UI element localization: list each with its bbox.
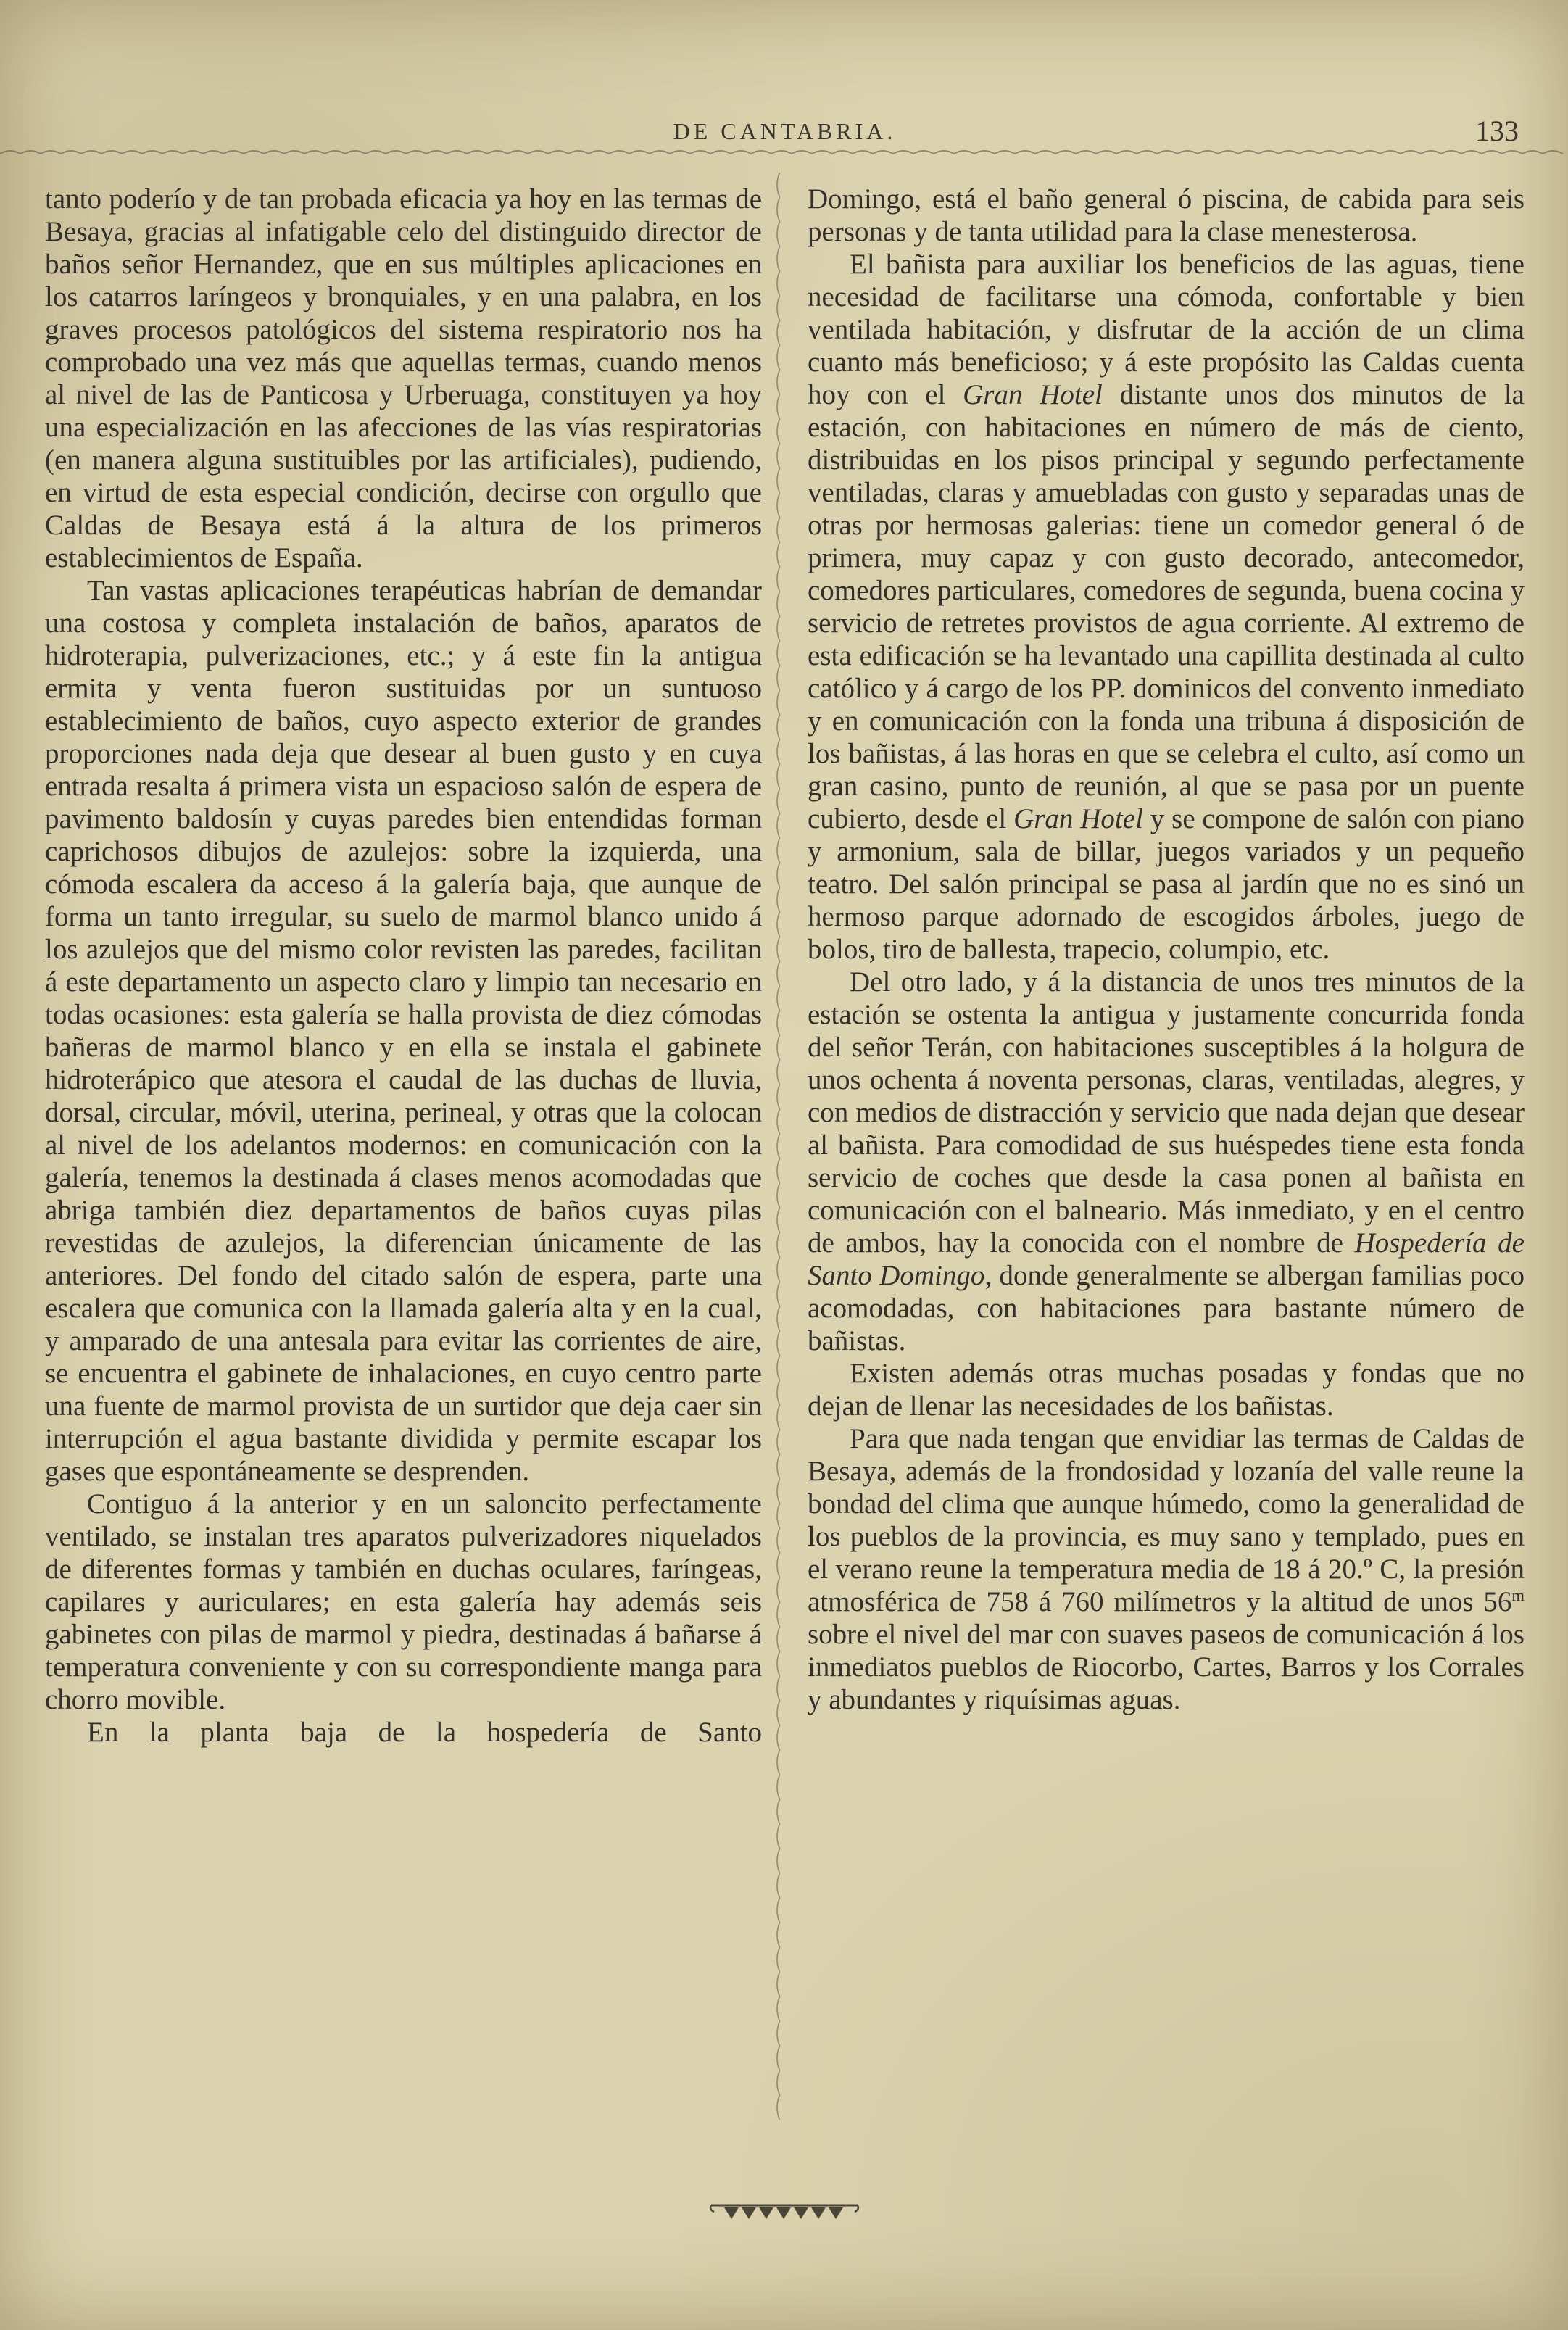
left-column	[45, 183, 762, 1749]
column-divider-icon	[776, 173, 786, 2123]
page-header	[45, 109, 1525, 145]
right-column	[808, 183, 1525, 1716]
paragraph: Del otro lado, y á la distancia de unos tres minutos de la estación se ostenta la antigua y justamente concurrida fonda del señor Terán, con habitaciones susceptibles á la holgura de unos ochenta á noventa personas, claras, ventiladas, alegres, y con medios de distracción y servicio que nada dejan que desear al bañista. Para comodidad de sus huéspedes tiene esta fonda servicio de coches que desde la casa ponen al bañista en comunicación con el balneario. Más inmediato, y en el centro de ambos, hay la conocida con el nombre de Hospedería de Santo Domingo, donde generalmente se albergan familias poco acomodadas, con habitaciones para bastante número de bañistas.	[808, 966, 1525, 1356]
paragraph: El bañista para auxiliar los beneficios de las aguas, tiene necesidad de facilitarse una cómoda, confortable y bien ventilada habitación, y disfrutar de la acción de un clima cuanto más beneficioso; y á este propósito las Caldas cuenta hoy con el Gran Hotel distante unos dos minutos de la estación, con habitaciones en número de más de ciento, distribuidas en los pisos principal y segundo perfectamente ventiladas, claras y amuebladas con gusto y separadas unas de otras por hermosas galerias: tiene un comedor general ó de primera, muy capaz y con gusto decorado, antecomedor, comedores particulares, comedores de segunda, buena cocina y servicio de retretes provistos de agua corriente. Al extremo de esta edificación se ha levantado una capillita destinada al culto católico y á cargo de los PP. dominicos del convento inmediato y en comunicación con la fonda una tribuna á disposición de los bañistas, á las horas en que se celebra el culto, así como un gran casino, punto de reunión, al que se pasa por un puente cubierto, desde el Gran Hotel y se compone de salón con piano y armonium, sala de billar, juegos variados y un pequeño teatro. Del salón principal se pasa al jardín que no es sinó un hermoso parque adornado de escogidos árboles, juego de bolos, tiro de ballesta, trapecio, columpio, etc.	[808, 249, 1525, 965]
paragraph: En la planta baja de la hospedería de Santo	[87, 1717, 762, 1748]
header-rule-icon	[0, 149, 1568, 161]
paragraph: Domingo, está el baño general ó piscina, de cabida para seis personas y de tanta utilidad para la clase menesterosa.	[808, 183, 1525, 247]
page-number: 133	[1475, 115, 1519, 147]
paragraph: tanto poderío y de tan probada eficacia ya hoy en las termas de Besaya, gracias al infatigable celo del distinguido director de baños señor Hernandez, que en sus múltiples aplicaciones en los catarros laríngeos y bronquiales, y en una palabra, en los graves procesos patológicos del sistema respiratorio nos ha comprobado una vez más que aquellas termas, cuando menos al nivel de las de Panticosa y Urberuaga, constituyen ya hoy una especialización en las afecciones de las vías respiratorias (en manera alguna sustituibles por las artificiales), pudiendo, en virtud de esta especial condición, decirse con orgullo que Caldas de Besaya está á la altura de los primeros establecimientos de España.	[45, 183, 762, 573]
paragraph: Existen además otras muchas posadas y fondas que no dejan de llenar las necesidades de los bañistas.	[808, 1358, 1525, 1422]
paragraph: Para que nada tengan que envidiar las termas de Caldas de Besaya, además de la frondosidad y lozanía del valle reune la bondad del clima que aunque húmedo, como la generalidad de los pueblos de la provincia, es muy sano y templado, pues en el verano reune la temperatura media de 18 á 20.º C, la presión atmosférica de 758 á 760 milímetros y la altitud de unos 56$^m$ sobre el nivel del mar con suaves paseos de comunicación á los inmediatos pueblos de Riocorbo, Cartes, Barros y los Corrales y abundantes y riquísimas aguas.	[808, 1423, 1525, 1715]
tailpiece-ornament-icon	[708, 2202, 860, 2224]
paragraph: Contiguo á la anterior y en un saloncito perfectamente ventilado, se instalan tres aparatos pulverizadores niquelados de diferentes formas y también en duchas oculares, faríngeas, capilares y auriculares; en esta galería hay además seis gabinetes con pilas de marmol y piedra, destinadas á bañarse á temperatura conveniente y con su correspondiente manga para chorro movible.	[45, 1488, 762, 1715]
running-title: DE CANTABRIA.	[673, 118, 897, 144]
paragraph: Tan vastas aplicaciones terapéuticas habrían de demandar una costosa y completa instalación de baños, aparatos de hidroterapia, pulverizaciones, etc.; y á este fin la antigua ermita y venta fueron sustituidas por un suntuoso establecimiento de baños, cuyo aspecto exterior de grandes proporciones nada deja que desear al buen gusto y en cuya entrada resalta á primera vista un espacioso salón de espera de pavimento baldosín y cuyas paredes bien entendidas forman caprichosos dibujos de azulejos: sobre la izquierda, una cómoda escalera da acceso á la galería baja, que aunque de forma un tanto irregular, su suelo de marmol blanco unido á los azulejos que del mismo color revisten las paredes, facilitan á este departamento un aspecto claro y limpio tan necesario en todas ocasiones: esta galería se halla provista de diez cómodas bañeras de marmol blanco y en ella se instala el gabinete hidroterápico que atesora el caudal de las duchas de lluvia, dorsal, circular, móvil, uterina, perineal, y otras que la colocan al nivel de los adelantos modernos: en comunicación con la galería, tenemos la destinada á clases menos acomodadas que abriga también diez departamentos de baños cuyas pilas revestidas de azulejos, la diferencian únicamente de las anteriores. Del fondo del citado salón de espera, parte una escalera que comunica con la llamada galería alta y en la cual, y amparado de una antesala para evitar las corrientes de aire, se encuentra el gabinete de inhalaciones, en cuyo centro parte una fuente de marmol provista de un surtidor que deja caer sin interrupción el agua bastante dividida y permite escapar los gases que espontáneamente se desprenden.	[45, 575, 762, 1487]
